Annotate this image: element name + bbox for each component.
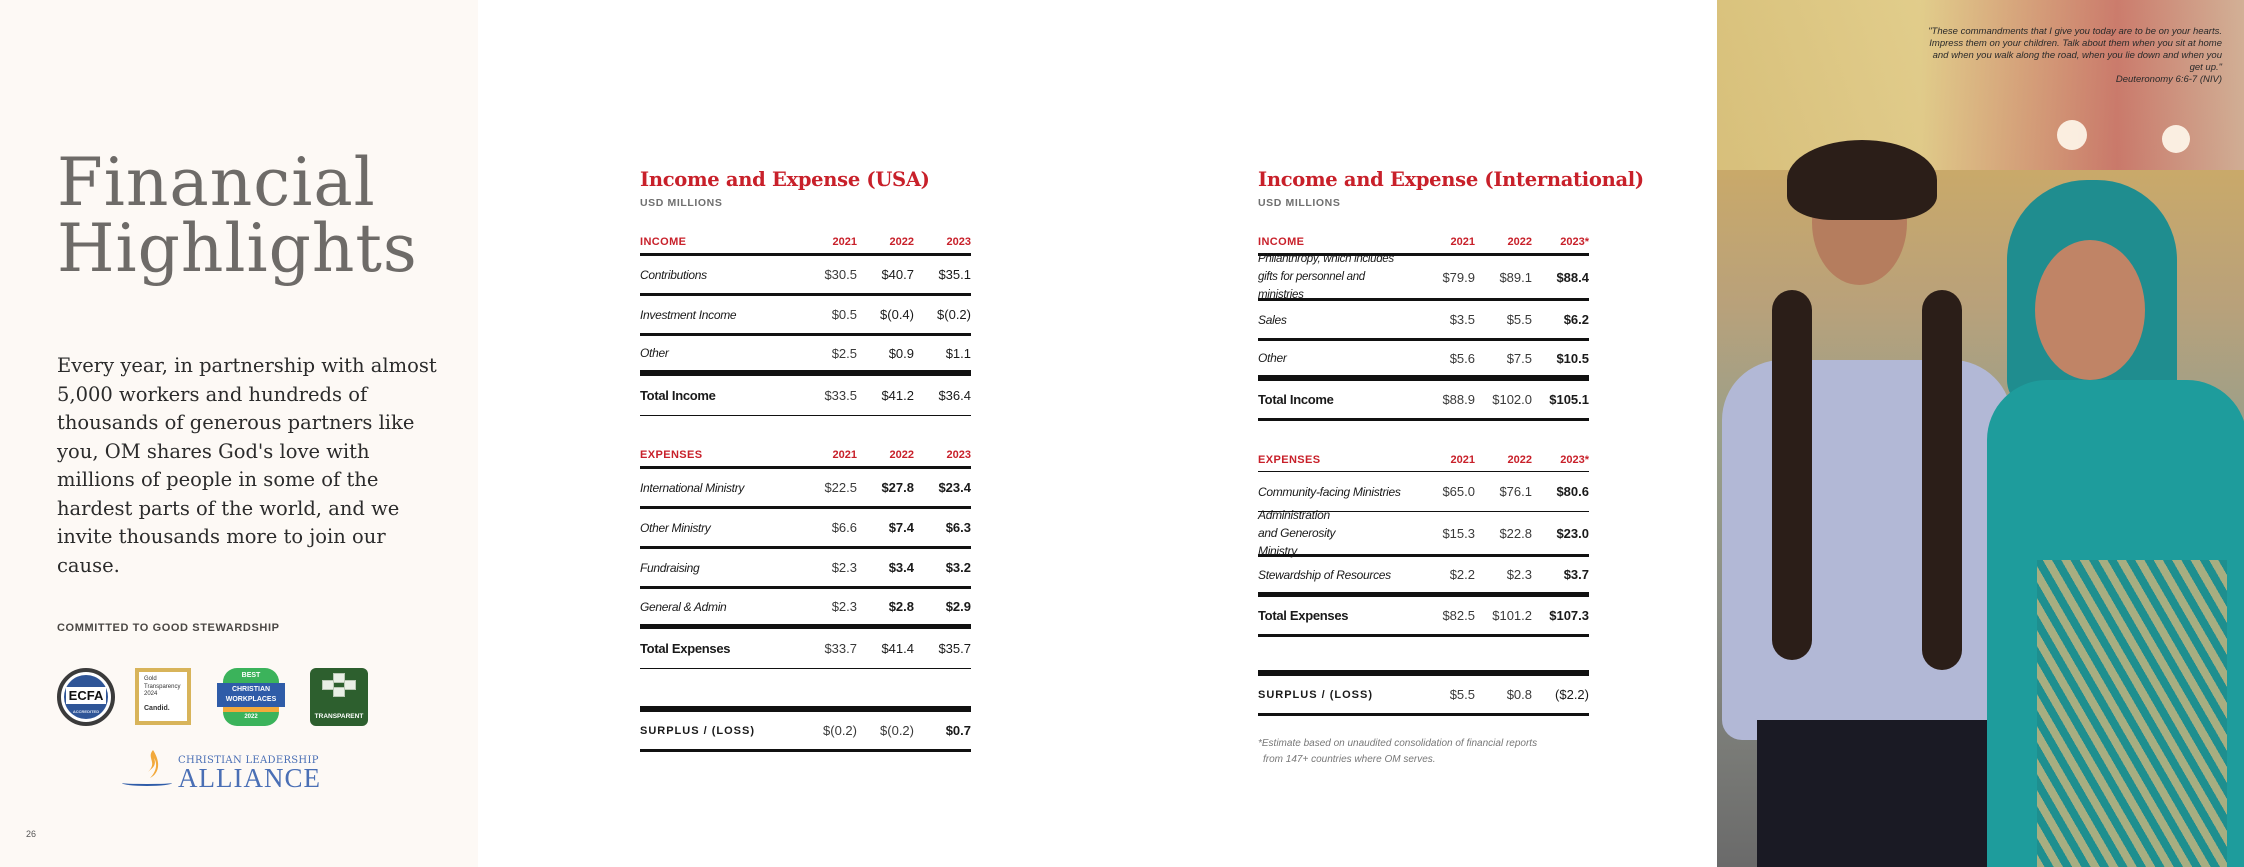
intl-expenses-header-label: EXPENSES: [1258, 454, 1321, 466]
value-2022: $89.1: [1499, 269, 1532, 285]
value-2022: $22.8: [1499, 525, 1532, 541]
value-2022: $7.4: [888, 520, 914, 535]
row-label: Administration and Generosity Ministry: [1258, 508, 1336, 558]
value-2022: $27.8: [881, 480, 914, 495]
value-2022: $101.2: [1492, 608, 1532, 623]
value-2022: $5.5: [1506, 312, 1532, 327]
ecfa-badge-icon: [57, 668, 115, 726]
value-2022: $7.5: [1506, 350, 1532, 366]
usa-expenses-section: [640, 446, 971, 669]
value-2021: $6.6: [831, 520, 857, 535]
value-2021: $33.7: [824, 641, 857, 656]
footnote-line-2: from 147+ countries where OM serves.: [1263, 754, 1436, 765]
left-panel: [0, 0, 478, 867]
christian-leadership-alliance-logo: [122, 746, 321, 794]
row-label: Fundraising: [640, 560, 700, 575]
usa-table-unit: USD MILLIONS: [640, 197, 723, 209]
year-header: 2021: [832, 236, 857, 248]
value-2023: $35.1: [938, 267, 971, 282]
value-2021: $82.5: [1442, 608, 1475, 623]
usa-expenses-header-label: EXPENSES: [640, 449, 703, 461]
surplus-row: [1258, 676, 1589, 716]
table-row: [640, 336, 971, 376]
year-header: 2022: [1507, 454, 1532, 466]
international-financial-table: [1258, 168, 1644, 768]
candid-line-3: 2024: [144, 691, 158, 697]
value-2022: $2.3: [1506, 567, 1532, 582]
row-label: Contributions: [640, 267, 707, 282]
value-2022: $3.4: [888, 560, 914, 575]
value-2022: $41.2: [881, 388, 914, 403]
row-label: Stewardship of Resources: [1258, 567, 1391, 582]
candid-brand: Candid.: [144, 704, 170, 712]
value-2021: $79.9: [1442, 269, 1475, 285]
value-2021: $33.5: [824, 388, 857, 403]
scripture-reference: Deuteronomy 6:6-7 (NIV): [2115, 74, 2222, 85]
row-label: SURPLUS / (LOSS): [1258, 688, 1374, 701]
row-label: Community-facing Ministries: [1258, 484, 1401, 499]
intl-income-header-label: INCOME: [1258, 236, 1305, 248]
flame-icon: [144, 750, 160, 780]
table-row: [1258, 341, 1589, 381]
row-label: International Ministry: [640, 480, 745, 495]
value-2021: $30.5: [824, 267, 857, 282]
page-title-line-2: Highlights: [57, 210, 418, 287]
value-2021: $2.3: [831, 599, 857, 614]
photo-two-women: [1717, 0, 2244, 867]
table-row: [1258, 508, 1589, 558]
year-header: 2023: [946, 236, 971, 248]
value-2023: $(0.2): [937, 307, 971, 322]
value-2022: $(0.4): [880, 307, 914, 322]
table-row: [640, 509, 971, 549]
intro-paragraph: Every year, in partnership with almost 5,000 workers and hundreds of thousands of generous partners like you, OM shares God's love with millions of people in some of the hardest parts of the world, and we invite thousands more to join our cause.: [57, 354, 437, 577]
usa-income-header-label: INCOME: [640, 236, 687, 248]
value-2023: $0.7: [945, 723, 971, 738]
value-2022: $(0.2): [880, 723, 914, 738]
value-2021: $22.5: [824, 480, 857, 495]
value-2023: $1.1: [945, 345, 971, 361]
row-label: Total Income: [1258, 391, 1334, 407]
transparent-badge-icon: [310, 668, 368, 726]
intl-income-section: [1258, 233, 1589, 421]
surplus-row: [640, 712, 971, 752]
candid-badge-icon: [135, 668, 191, 725]
intl-table-unit: USD MILLIONS: [1258, 197, 1341, 209]
scripture-text: "These commandments that I give you today are to be on your hearts. Impress them on your children. Talk about them when you sit at home and when you walk along the road, when you lie down and when you get up.": [1928, 26, 2222, 73]
row-label: Sales: [1258, 312, 1287, 327]
candid-line-1: Gold: [144, 676, 157, 682]
bcw-line-1: CHRISTIAN: [231, 686, 271, 693]
value-2023: $23.4: [938, 480, 971, 495]
total-expenses-row: [1258, 597, 1589, 637]
value-2021: $65.0: [1442, 484, 1475, 499]
usa-financial-table: [640, 168, 971, 752]
value-2023: $2.9: [945, 599, 971, 614]
table-row: [1258, 301, 1589, 341]
value-2021: $2.3: [831, 560, 857, 575]
value-2023: $105.1: [1549, 392, 1589, 407]
intl-expenses-header: [1258, 451, 1589, 472]
value-2021: $(0.2): [823, 723, 857, 738]
value-2022: $76.1: [1499, 484, 1532, 499]
bcw-best: BEST: [241, 672, 261, 679]
accreditation-badges: [57, 668, 377, 728]
value-2023: $3.2: [945, 560, 971, 575]
bcw-year: 2022: [244, 714, 258, 720]
ecfa-badge-sub: ACCREDITED: [72, 709, 100, 714]
page-title-line-1: Financial: [57, 144, 376, 221]
year-header: 2022: [1507, 236, 1532, 248]
year-header: 2023*: [1560, 454, 1589, 466]
value-2021: $0.5: [831, 307, 857, 322]
usa-table-title: Income and Expense (USA): [640, 168, 930, 191]
table-row: [1258, 253, 1589, 301]
value-2023: $3.7: [1563, 567, 1589, 582]
table-row: [640, 469, 971, 509]
table-row: [640, 256, 971, 296]
intl-expenses-section: [1258, 451, 1589, 637]
table-row: [640, 549, 971, 589]
footnote-line-1: *Estimate based on unaudited consolidation of financial reports: [1258, 738, 1538, 749]
value-2023: $35.7: [938, 641, 971, 656]
ecfa-badge-name: ECFA: [66, 687, 107, 704]
value-2022: $0.9: [888, 345, 914, 361]
cla-top-text: CHRISTIAN LEADERSHIP: [178, 755, 319, 766]
row-label: Philanthropy, which includes gifts for personnel and ministries: [1258, 253, 1394, 301]
value-2021: $3.5: [1449, 312, 1475, 327]
usa-income-section: [640, 233, 971, 416]
value-2022: $40.7: [881, 267, 914, 282]
value-2023: $88.4: [1556, 269, 1589, 285]
value-2021: $88.9: [1442, 392, 1475, 407]
year-header: 2021: [832, 449, 857, 461]
year-header: 2021: [1450, 454, 1475, 466]
value-2023: $80.6: [1556, 484, 1589, 499]
year-header: 2022: [889, 236, 914, 248]
value-2022: $2.8: [888, 599, 914, 614]
total-income-row: [640, 376, 971, 416]
value-2021: $15.3: [1442, 525, 1475, 541]
total-expenses-row: [640, 629, 971, 669]
transparent-label: TRANSPARENT: [314, 713, 364, 720]
value-2023: $23.0: [1556, 525, 1589, 541]
value-2021: $5.6: [1449, 350, 1475, 366]
usa-expenses-header: [640, 446, 971, 469]
row-label: General & Admin: [640, 599, 727, 614]
scripture-quote: [1922, 26, 2222, 86]
value-2021: $2.2: [1449, 567, 1475, 582]
page-title: [57, 144, 418, 287]
total-income-row: [1258, 381, 1589, 421]
row-label: Other: [640, 346, 669, 360]
year-header: 2023: [946, 449, 971, 461]
value-2023: $6.3: [945, 520, 971, 535]
stewardship-label: COMMITTED TO GOOD STEWARDSHIP: [57, 622, 280, 634]
value-2023: $107.3: [1549, 608, 1589, 623]
row-label: Total Expenses: [640, 640, 731, 656]
row-label: Investment Income: [640, 307, 737, 322]
value-2023: $6.2: [1563, 312, 1589, 327]
bcw-line-2: WORKPLACES: [225, 696, 277, 703]
row-label: Other: [1258, 351, 1287, 365]
row-label: SURPLUS / (LOSS): [640, 724, 756, 737]
page-number: 26: [26, 829, 37, 839]
value-2022: $0.8: [1506, 687, 1532, 702]
best-christian-workplaces-badge-icon: [217, 668, 285, 726]
value-2022: $102.0: [1492, 392, 1532, 407]
cla-main-text: ALLIANCE: [178, 763, 321, 793]
table-row: [1258, 557, 1589, 597]
table-row: [640, 589, 971, 629]
year-header: 2022: [889, 449, 914, 461]
row-label: Total Income: [640, 387, 716, 403]
swoosh-icon: [122, 780, 172, 786]
candid-line-2: Transparency: [144, 683, 181, 690]
year-header: 2021: [1450, 236, 1475, 248]
table-row: [640, 296, 971, 336]
value-2021: $5.5: [1449, 687, 1475, 702]
value-2023: $36.4: [938, 388, 971, 403]
value-2023: $10.5: [1556, 350, 1589, 366]
row-label: Other Ministry: [640, 520, 711, 535]
usa-income-header: [640, 233, 971, 256]
value-2021: $2.5: [831, 345, 857, 361]
row-label: Total Expenses: [1258, 607, 1349, 623]
intl-table-title: Income and Expense (International): [1258, 168, 1644, 191]
value-2023: ($2.2): [1555, 687, 1589, 702]
year-header: 2023*: [1560, 236, 1589, 248]
footnote: [1258, 736, 1589, 768]
value-2022: $41.4: [881, 641, 914, 656]
